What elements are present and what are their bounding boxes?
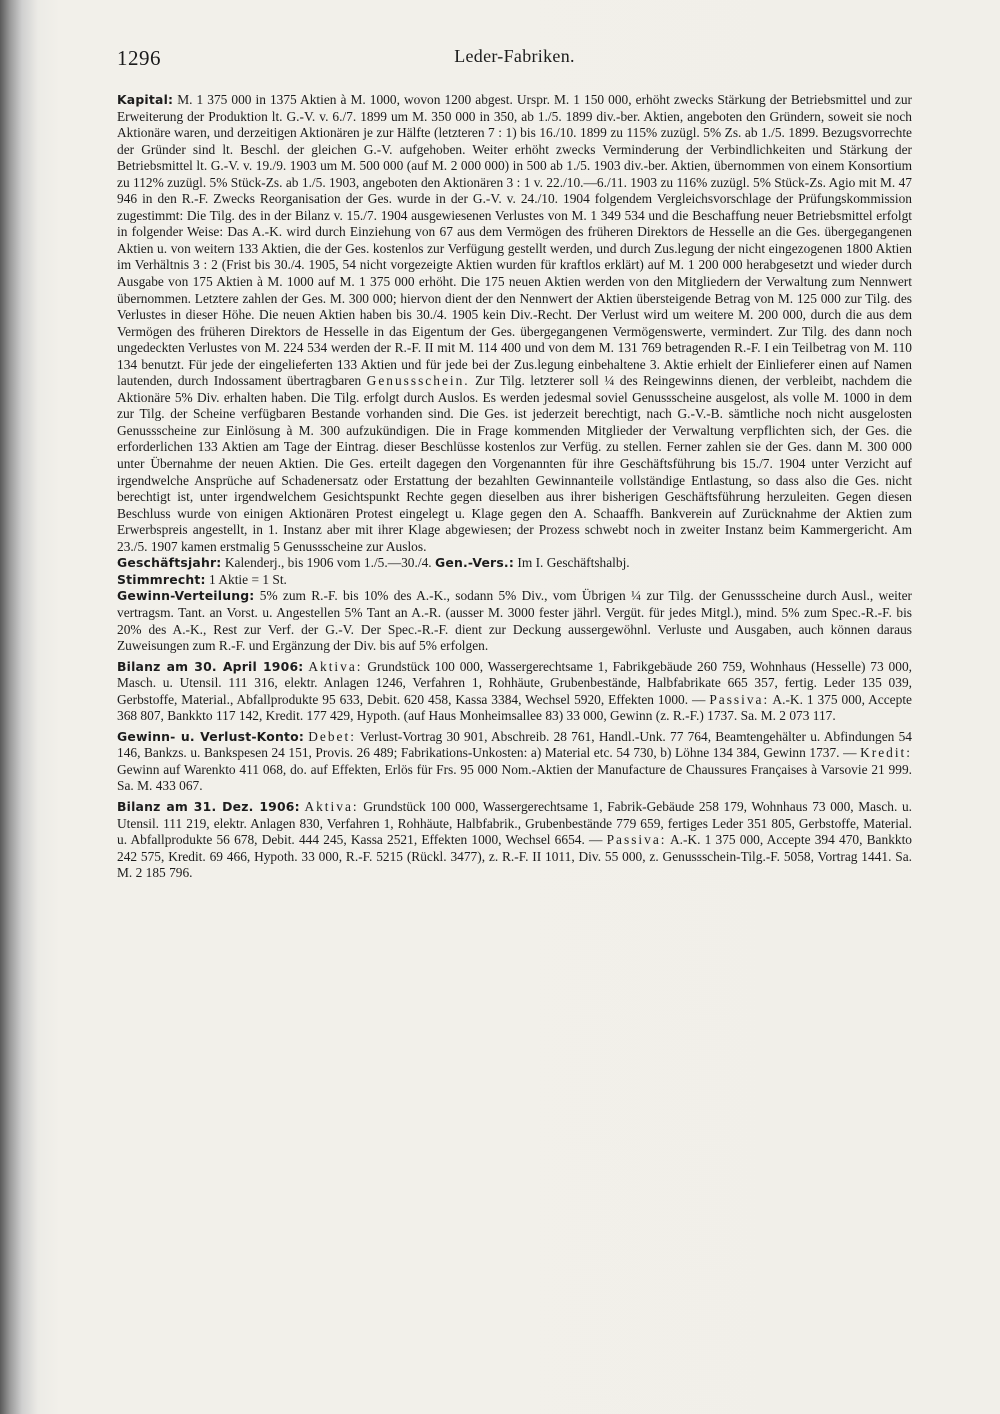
gewinn-verlust-paragraph: [117, 729, 912, 795]
geschaeftsjahr-paragraph: [117, 555, 912, 572]
passiva-label: Passiva:: [709, 691, 770, 707]
passiva-label: Passiva:: [606, 832, 667, 848]
kapital-paragraph: [117, 92, 912, 555]
document-body: [117, 92, 912, 882]
geschaeftsjahr-text: Kalenderj., bis 1906 vom 1./5.—30./4.: [224, 555, 432, 571]
aktiva-text: Grundstück 100 000, Wassergerechtsame 1, Fabrik-Gebäude 258 179, Wohnhaus 73 000, Masch. u. Utensil. 111 219, elektr. Anlagen 830, Verfahren 1, Rohhäute, Halbfabrik., Grubenbestände 779 659, fertiges Leder 351 805, Gerbstoffe, Material. u. Abfallprodukte 56 678, Debit. 444 245, Kassa 2521, Effekten 1000, Wechsel 6654. —: [117, 798, 912, 848]
gewinn-verteilung-label: Gewinn-Verteilung:: [117, 588, 255, 604]
gen-vers-label: Gen.-Vers.:: [434, 555, 514, 571]
gewinn-verlust-label: Gewinn- u. Verlust-Konto:: [117, 728, 304, 744]
kapital-text: M. 1 375 000 in 1375 Aktien à M. 1000, wovon 1200 abgest. Urspr. M. 1 150 000, erhöht zwecks Stärkung der Betriebsmittel und zur Erweiterung der Produktion lt. G.-V. v. 6./7. 1899 um M. 350 000 in 350, ab 1./5. 1899 div.-ber. Aktien, angeboten den Gründern, soweit sie noch Aktionäre waren, und derzeitigen Aktionären je zur Hälfte (letzteren 7 : 1) bis 16./10. 1899 zu 115% zuzügl. 5% Zs. ab 1./5. 1899. Bezugsvorrechte der Gründer sind lt. Beschl. der gleichen G.-V. aufgehoben. Weiter erhöht zwecks Verminderung der Verbindlichkeiten und Stärkung der Betriebsmittel lt. G.-V. v. 19./9. 1903 um M. 500 000 (auf M. 2 000 000) in 500 ab 1./5. 1903 div.-ber. Aktien, übernommen von einem Konsortium zu 112% zuzügl. 5% Stück-Zs. ab 1./5. 1903, angeboten den Aktionären 3 : 1 v. 22./10.—6./11. 1903 zu 116% zuzügl. 5% Stück-Zs. Agio mit M. 47 946 in den R.-F. Zwecks Reorganisation der Ges. wurde in der G.-V. v. 24./10. 1904 folgendem Vergleichsvorschlage der Prüfungskommission zugestimmt: Die Tilg. des in der Bilanz v. 15./7. 1904 ausgewiesenen Verlustes von M. 1 349 534 und die Beschaffung neuer Betriebsmittel erfolgt in folgender Weise: Das A.-K. wird durch Einziehung von 67 aus dem Vermögen des früheren Direktors de Hesselle an die Ges. übergegangenen Aktien u. von weitern 133 Aktien, die der Ges. kostenlos zur Verfügung gestellt werden, und durch Zus.legung der nicht eingezogenen 1800 Aktien im Verhältnis 3 : 2 (Frist bis 30./4. 1905, 54 nicht vorgezeigte Aktien wurden für kraftlos erklärt) auf M. 1 200 000 herabgesetzt und wieder durch Ausgabe von 175 Aktien à M. 1000 auf M. 1 375 000 erhöht. Die 175 neuen Aktien werden von den Mitgliedern der Verwaltung zum Nennwert übernommen. Letztere zahlen der Ges. M. 300 000; hiervon dient der den Nennwert der Aktien übersteigende Betrag von M. 125 000 zur Tilg. des Verlustes in dieser Höhe. Die neuen Aktien haben bis 30./4. 1905 kein Div.-Recht. Der Verlust wird um weitere M. 200 000, durch die aus dem Vermögen des früheren Direktors de Hesselle in das Eigentum der Ges. übergegangenen Vermögenswerte, vermindert. Zur Tilg. des dann noch ungedeckten Verlustes von M. 224 534 werden der R.-F. II mit M. 114 400 und von dem M. 131 769 betragenden R.-F. I ein Teilbetrag von M. 110 134 benutzt. Für jede der eingelieferten 133 Aktien und für jede bei der Zus.legung einbehaltene 3. Aktie erhielt der Einlieferer einen auf Namen lautenden, durch Indossament übertragbaren: [117, 92, 912, 389]
bilanz-april-1906-label: Bilanz am 30. April 1906:: [117, 658, 304, 674]
bilanz-dez-1906-paragraph: [117, 799, 912, 882]
debet-text: Verlust-Vortrag 30 901, Abschreib. 28 761, Handl.-Unk. 77 764, Beamtengehälter u. Abfindungen 54 146, Bankzs. u. Bankspesen 24 151, Provis. 26 489; Fabrikations-Unkosten: a) Material etc. 54 730, b) Löhne 134 384, Gewinn 1737. —: [117, 728, 912, 761]
kapital-text-continued: Zur Tilg. letzterer soll ¼ des Reingewinns dienen, der verbleibt, nachdem die Aktionäre 5% Div. erhalten haben. Die Tilg. erfolgt durch Auslos. Es werden jedesmal soviel Genussscheine ausgelost, als volle M. 1000 in dem zur Tilg. der Scheine verfügbaren Bestande vorhanden sind. Die Ges. ist jederzeit berechtigt, nach G.-V.-B. sämtliche noch nicht ausgelosten Genussscheine zur Einlösung à M. 300 aufzukündigen. Die in Frage kommenden Mitglieder der Verwaltung verpflichten sich, der Ges. die erforderlichen 133 Aktien am Tage der Eintrag. dieser Beschlüsse kostenlos zur Verfüg. zu stellen. Ferner zahlen sie der Ges. dann M. 300 000 unter Übernahme der neuen Aktien. Die Ges. erteilt dagegen den Vorgenannten für ihre Geschäftsführung bis 15./7. 1904 unter Verzicht auf irgendwelche Ansprüche auf Schadenersatz oder Erstattung der bezahlten Gewinnanteile vollständige Entlastung, so dass also die Ges. nicht berechtigt ist, unter irgendwelchem Gesichtspunkt Rechte gegen dieselben aus ihrer bisherigen Geschäftsführung herzuleiten. Gegen diesen Beschluss wurde von einigen Aktionären Protest eingelegt u. Klage gegen den A. Schaaffh. Bankverein auf Zurücknahme der Aktien zum Erwerbspreis angestellt, in 1. Instanz aber mit ihrer Klage abgewiesen; der Prozess schwebt noch in zweiter Instanz beim Kammergericht. Am 23./5. 1907 kamen erstmalig 5 Genussscheine zur Auslos.: [117, 373, 912, 554]
bilanz-april-1906-paragraph: [117, 659, 912, 725]
passiva-text: A.-K. 1 375 000, Accepte 368 807, Bankkto 117 142, Kredit. 177 429, Hypoth. (auf Haus Monheimsallee 83) 33 000, Gewinn (z. R.-F.) 1737. Sa. M. 2 073 117.: [117, 691, 912, 724]
debet-label: Debet:: [308, 728, 356, 744]
kredit-label: Kredit:: [860, 745, 912, 761]
running-title: Leder-Fabriken.: [454, 46, 575, 66]
page-header: [117, 46, 912, 72]
gen-vers-text: Im I. Geschäftshalbj.: [517, 555, 630, 571]
passiva-text: A.-K. 1 375 000, Accepte 394 470, Bankkto 242 575, Kredit. 69 466, Hypoth. 33 000, R.-F. 5215 (Rückl. 3477), z. R.-F. II 1011, Div. 55 000, z. Genussschein-Tilg.-F. 5058, Vortrag 1441. Sa. M. 2 185 796.: [117, 832, 912, 881]
aktiva-label: Aktiva:: [308, 658, 363, 674]
stimmrecht-label: Stimmrecht:: [117, 571, 206, 587]
stimmrecht-text: 1 Aktie = 1 St.: [209, 571, 287, 587]
kredit-text: Gewinn auf Warenkto 411 068, do. auf Effekten, Erlös für Frs. 95 000 Nom.-Aktien der Manufacture de Chaussures Françaises à Varsovie 21 999. Sa. M. 433 067.: [117, 761, 912, 794]
geschaeftsjahr-label: Geschäftsjahr:: [117, 555, 222, 571]
kapital-label: Kapital:: [117, 92, 174, 107]
page-number: 1296: [117, 46, 161, 70]
aktiva-label: Aktiva:: [304, 798, 359, 814]
genussschein-term: Genussschein.: [366, 373, 470, 389]
bilanz-dez-1906-label: Bilanz am 31. Dez. 1906:: [117, 798, 300, 814]
aktiva-text: Grundstück 100 000, Wassergerechtsame 1, Fabrikgebäude 260 759, Wohnhaus (Hesselle) 73 000, Masch. u. Utensil. 111 316, elektr. Anlagen 1246, Verfahren 1, Rohhäute, Grubenbestände, Halbfabrikate 665 357, fertig. Leder 135 039, Gerbstoffe, Material., Abfallprodukte 95 633, Debit. 620 458, Kassa 3384, Wechsel 5920, Effekten 1000. —: [117, 658, 912, 707]
gewinn-verteilung-paragraph: [117, 588, 912, 654]
stimmrecht-paragraph: [117, 572, 912, 589]
gewinn-verteilung-text: 5% zum R.-F. bis 10% des A.-K., sodann 5% Div., vom Übrigen ¼ zur Tilg. der Genussscheine durch Ausl., weiter vertragsm. Tant. an Vorst. u. Angestellen 5% Tant an A.-R. (ausser M. 3000 fester jährl. Vergüt. für jedes Mitgl.), mind. 5% zum Spec.-R.-F. bis 20% des A.-K., Rest zur Verf. der G.-V. Der Spec.-R.-F. dient zur Deckung aussergewöhnl. Verluste und Ausgaben, auch können daraus Zuweisungen zum R.-F. und Ergänzung der Div. bis auf 5% erfolgen.: [117, 588, 912, 654]
